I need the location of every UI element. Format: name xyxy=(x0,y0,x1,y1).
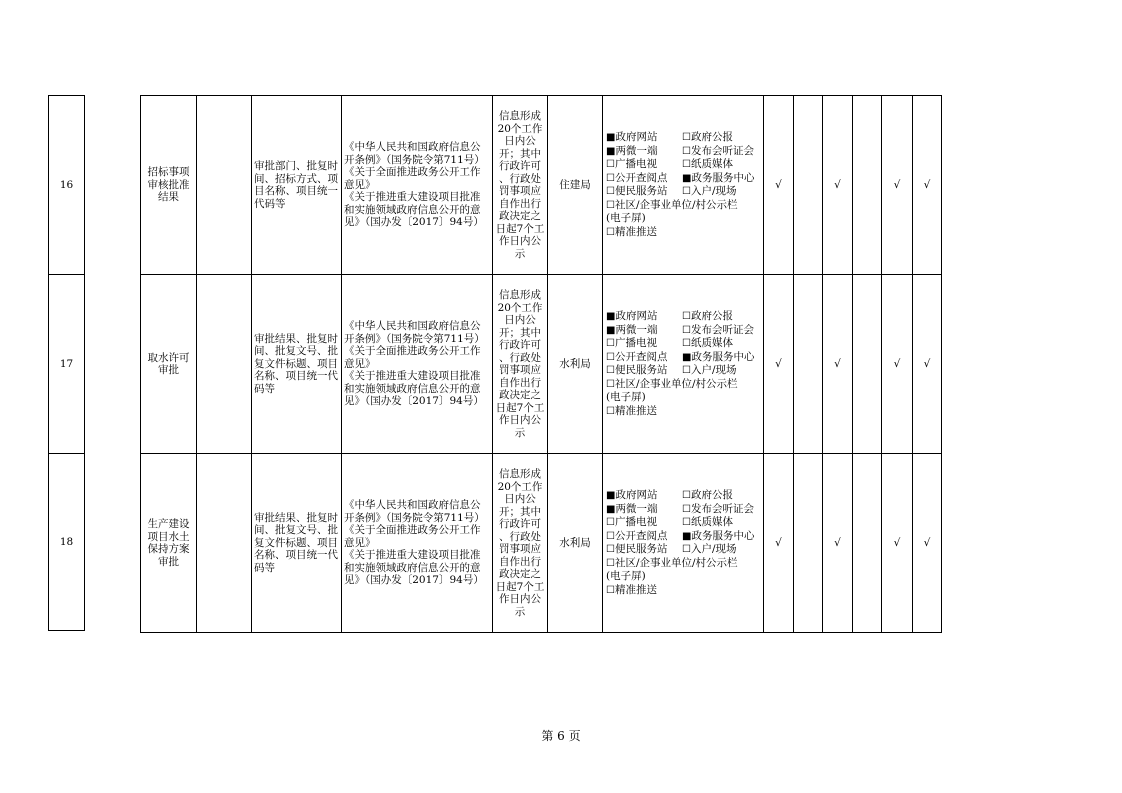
department-cell: 住建局 xyxy=(548,96,603,275)
channel-label: 政府公报 xyxy=(690,310,733,322)
channel-label: (电子屏) xyxy=(606,212,646,224)
unchecked-box-icon: ☐ xyxy=(606,199,615,211)
item-name-line: 审核批准 xyxy=(147,178,190,191)
unchecked-box-icon: ☐ xyxy=(682,490,691,501)
channel-option xyxy=(606,172,682,186)
deadline-line: 、行政处 xyxy=(499,530,541,543)
check-mark-cell xyxy=(853,96,882,275)
channel-option xyxy=(682,516,733,530)
unchecked-box-icon: ☐ xyxy=(682,324,691,336)
unchecked-box-icon: ☐ xyxy=(606,517,615,528)
channel-line xyxy=(606,503,763,517)
unchecked-box-icon: ☐ xyxy=(606,405,615,417)
channel-label: 政府网站 xyxy=(615,489,658,501)
checked-box-icon: ■ xyxy=(606,145,616,157)
unchecked-box-icon: ☐ xyxy=(606,186,615,197)
channel-option xyxy=(606,489,682,503)
basis-line: 《关于全面推进政务公开工作意见》 xyxy=(344,524,481,549)
deadline-line: 日起7个工 xyxy=(495,580,545,593)
unchecked-box-icon: ☐ xyxy=(682,338,691,349)
channel-option xyxy=(606,226,657,240)
channel-label: 精准推送 xyxy=(614,404,657,417)
channel-label: 两微一端 xyxy=(615,144,658,157)
channel-option xyxy=(606,584,657,598)
unchecked-box-icon: ☐ xyxy=(682,544,691,555)
check-mark-cell: √ xyxy=(913,275,942,454)
deadline-line: 示 xyxy=(514,605,526,618)
item-name-line: 审批 xyxy=(158,555,179,568)
channel-option xyxy=(606,131,682,145)
channel-line xyxy=(606,158,763,172)
deadline-line: 开；其中 xyxy=(499,505,541,518)
deadline-line: 、行政处 xyxy=(499,351,541,364)
disclosure-table xyxy=(140,95,942,633)
table-row xyxy=(141,275,942,454)
empty-cell xyxy=(197,454,252,633)
channel-line xyxy=(606,337,763,351)
channel-option xyxy=(682,145,754,159)
basis-cell xyxy=(342,275,493,454)
basis-line: 《中华人民共和国政府信息公开条例》（国务院令第711号） xyxy=(344,499,485,524)
channel-option xyxy=(606,543,682,557)
check-mark-cell: √ xyxy=(882,454,913,633)
channel-label: 精准推送 xyxy=(614,583,657,596)
channel-option xyxy=(682,503,754,517)
channel-label: 社区/企事业单位/村公示栏 xyxy=(614,556,738,569)
deadline-line: 20个工作 xyxy=(497,301,543,314)
channel-line xyxy=(606,584,763,598)
unchecked-box-icon: ☐ xyxy=(606,159,615,170)
department-cell: 水利局 xyxy=(548,275,603,454)
channel-line xyxy=(606,310,763,324)
basis-cell xyxy=(342,454,493,633)
channel-label: 社区/企事业单位/村公示栏 xyxy=(614,377,738,390)
channel-label: (电子屏) xyxy=(606,570,646,582)
channel-option xyxy=(682,337,733,351)
department-cell: 水利局 xyxy=(548,454,603,633)
basis-line: 《关于推进重大建设项目批准和实施领域政府信息公开的意见》（国办发〔2017〕94号） xyxy=(344,549,484,587)
check-mark-cell: √ xyxy=(823,275,853,454)
channel-label: 便民服务站 xyxy=(614,185,668,197)
page-number: 第 6 页 xyxy=(541,729,581,743)
check-mark-cell: √ xyxy=(764,275,794,454)
channels-cell xyxy=(603,275,764,454)
channel-line xyxy=(606,324,763,338)
checked-box-icon: ■ xyxy=(606,490,616,501)
channel-label: 便民服务站 xyxy=(614,364,668,376)
deadline-line: 自作出行 xyxy=(499,555,541,568)
deadline-line: 政决定之 xyxy=(499,568,541,580)
basis-line: 《关于推进重大建设项目批准和实施领域政府信息公开的意见》（国办发〔2017〕94号） xyxy=(344,370,484,408)
channel-option xyxy=(606,503,682,517)
channel-line xyxy=(606,378,763,392)
item-name-line: 审批 xyxy=(158,364,179,376)
checked-box-icon: ■ xyxy=(682,172,692,184)
channel-label: 纸质媒体 xyxy=(690,158,733,170)
unchecked-box-icon: ☐ xyxy=(606,557,615,569)
deadline-line: 20个工作 xyxy=(497,122,543,135)
item-name-cell xyxy=(141,96,197,275)
check-mark-cell xyxy=(794,96,823,275)
check-mark-cell: √ xyxy=(823,96,853,275)
channel-label: 发布会听证会 xyxy=(690,144,754,157)
channel-option xyxy=(682,185,737,199)
channel-line xyxy=(606,516,763,530)
channel-line xyxy=(606,489,763,503)
channel-label: 精准推送 xyxy=(614,225,657,238)
check-mark-cell: √ xyxy=(764,96,794,275)
channel-line xyxy=(606,364,763,378)
deadline-line: 日内公 xyxy=(504,314,536,326)
channel-option xyxy=(606,405,657,419)
channel-label: 纸质媒体 xyxy=(690,516,733,528)
content-cell: 审批结果、批复时间、批复文号、批复文件标题、项目名称、项目统一代码等 xyxy=(252,454,342,633)
channel-option xyxy=(606,145,682,159)
deadline-line: 信息形成 xyxy=(499,468,541,480)
channel-line xyxy=(606,557,763,571)
channel-label: 入户/现场 xyxy=(690,543,737,555)
channel-option xyxy=(606,516,682,530)
content-cell: 审批结果、批复时间、批复文号、批复文件标题、项目名称、项目统一代码等 xyxy=(252,275,342,454)
channel-label: (电子屏) xyxy=(606,391,646,403)
deadline-cell xyxy=(493,275,548,454)
deadline-line: 行政许可 xyxy=(499,339,541,351)
channel-label: 广播电视 xyxy=(614,337,657,349)
check-mark-cell: √ xyxy=(823,454,853,633)
channel-label: 政务服务中心 xyxy=(691,350,755,363)
channel-label: 入户/现场 xyxy=(690,185,737,197)
channel-label: 入户/现场 xyxy=(690,364,737,376)
row-number: 18 xyxy=(59,536,74,548)
channel-option xyxy=(606,310,682,324)
item-name-line: 取水许可 xyxy=(147,351,190,364)
channel-label: 政务服务中心 xyxy=(691,529,755,542)
deadline-line: 行政许可 xyxy=(499,518,541,530)
channel-line xyxy=(606,199,763,213)
basis-line: 《关于全面推进政务公开工作意见》 xyxy=(344,166,481,191)
unchecked-box-icon: ☐ xyxy=(606,226,615,238)
row-number: 16 xyxy=(59,179,74,191)
table-row xyxy=(141,96,942,275)
deadline-line: 日内公 xyxy=(504,135,536,147)
channel-option xyxy=(606,185,682,199)
deadline-line: 、行政处 xyxy=(499,172,541,185)
channel-option xyxy=(682,543,737,557)
channel-label: 两微一端 xyxy=(615,323,658,336)
channel-option xyxy=(606,351,682,365)
channel-line xyxy=(606,172,763,186)
channel-line xyxy=(606,570,763,584)
channel-option xyxy=(606,378,738,392)
unchecked-box-icon: ☐ xyxy=(682,132,691,143)
channel-label: 纸质媒体 xyxy=(690,337,733,349)
empty-cell xyxy=(197,96,252,275)
channel-option xyxy=(606,324,682,338)
table-row xyxy=(141,454,942,633)
basis-line: 《关于推进重大建设项目批准和实施领域政府信息公开的意见》（国办发〔2017〕94号） xyxy=(344,191,484,229)
deadline-cell xyxy=(493,454,548,633)
channel-option xyxy=(606,337,682,351)
unchecked-box-icon: ☐ xyxy=(606,351,615,363)
deadline-line: 罚事项应 xyxy=(499,543,541,555)
channel-option xyxy=(606,557,738,571)
channel-line xyxy=(606,131,763,145)
deadline-line: 作日内公 xyxy=(499,414,541,426)
channels-cell xyxy=(603,96,764,275)
unchecked-box-icon: ☐ xyxy=(606,530,615,542)
channel-label: 广播电视 xyxy=(614,158,657,170)
deadline-line: 20个工作 xyxy=(497,480,543,493)
channel-label: 便民服务站 xyxy=(614,543,668,555)
unchecked-box-icon: ☐ xyxy=(606,172,615,184)
channel-line xyxy=(606,405,763,419)
channel-option xyxy=(606,158,682,172)
checked-box-icon: ■ xyxy=(606,503,616,515)
channel-line xyxy=(606,391,763,405)
deadline-line: 日起7个工 xyxy=(495,401,545,414)
channel-line xyxy=(606,226,763,240)
deadline-line: 自作出行 xyxy=(499,197,541,210)
item-name-line: 结果 xyxy=(158,191,179,204)
channel-label: 政府公报 xyxy=(690,489,733,501)
channel-line xyxy=(606,145,763,159)
item-name-line: 项目水土 xyxy=(147,530,190,543)
check-mark-cell xyxy=(853,275,882,454)
channels-cell xyxy=(603,454,764,633)
unchecked-box-icon: ☐ xyxy=(606,378,615,390)
channel-line xyxy=(606,530,763,544)
check-mark-cell: √ xyxy=(913,454,942,633)
check-mark-cell: √ xyxy=(913,96,942,275)
item-name-line: 生产建设 xyxy=(147,518,190,530)
deadline-line: 政决定之 xyxy=(499,210,541,222)
basis-line: 《关于全面推进政务公开工作意见》 xyxy=(344,345,481,370)
empty-cell xyxy=(197,275,252,454)
deadline-line: 日内公 xyxy=(504,493,536,505)
channel-option xyxy=(682,489,733,503)
unchecked-box-icon: ☐ xyxy=(682,517,691,528)
unchecked-box-icon: ☐ xyxy=(606,544,615,555)
unchecked-box-icon: ☐ xyxy=(682,311,691,322)
check-mark-cell xyxy=(794,275,823,454)
channel-label: 政府公报 xyxy=(690,131,733,143)
deadline-line: 信息形成 xyxy=(499,110,541,122)
channel-line xyxy=(606,212,763,226)
deadline-line: 作日内公 xyxy=(499,235,541,247)
channel-option xyxy=(682,310,733,324)
basis-cell xyxy=(342,96,493,275)
check-mark-cell: √ xyxy=(764,454,794,633)
content-cell: 审批部门、批复时间、招标方式、项目名称、项目统一代码等 xyxy=(252,96,342,275)
channel-label: 广播电视 xyxy=(614,516,657,528)
channel-option xyxy=(682,158,733,172)
deadline-line: 开；其中 xyxy=(499,326,541,339)
channel-label: 发布会听证会 xyxy=(690,502,754,515)
deadline-line: 开；其中 xyxy=(499,147,541,160)
deadline-line: 罚事项应 xyxy=(499,364,541,376)
channel-line xyxy=(606,543,763,557)
item-name-cell xyxy=(141,454,197,633)
unchecked-box-icon: ☐ xyxy=(682,159,691,170)
deadline-line: 作日内公 xyxy=(499,593,541,605)
channel-option xyxy=(606,199,738,213)
unchecked-box-icon: ☐ xyxy=(682,186,691,197)
channel-label: 政府网站 xyxy=(615,310,658,322)
channel-label: 发布会听证会 xyxy=(690,323,754,336)
unchecked-box-icon: ☐ xyxy=(682,503,691,515)
deadline-line: 信息形成 xyxy=(499,289,541,301)
deadline-line: 示 xyxy=(514,426,526,439)
item-name-line: 招标事项 xyxy=(147,166,190,179)
item-name-line: 保持方案 xyxy=(147,543,190,555)
check-mark-cell: √ xyxy=(882,275,913,454)
checked-box-icon: ■ xyxy=(682,351,692,363)
deadline-line: 示 xyxy=(514,247,526,260)
channel-line xyxy=(606,351,763,365)
channel-option xyxy=(606,530,682,544)
unchecked-box-icon: ☐ xyxy=(682,145,691,157)
deadline-cell xyxy=(493,96,548,275)
channel-line xyxy=(606,185,763,199)
channel-option xyxy=(606,212,646,226)
channel-option xyxy=(682,364,737,378)
basis-line: 《中华人民共和国政府信息公开条例》（国务院令第711号） xyxy=(344,141,485,166)
deadline-line: 罚事项应 xyxy=(499,185,541,197)
channel-label: 公开查阅点 xyxy=(614,350,668,363)
unchecked-box-icon: ☐ xyxy=(606,365,615,376)
row-number: 17 xyxy=(59,358,74,370)
check-mark-cell xyxy=(853,454,882,633)
channel-label: 社区/企事业单位/村公示栏 xyxy=(614,198,738,211)
channel-label: 政务服务中心 xyxy=(691,171,755,184)
checked-box-icon: ■ xyxy=(606,324,616,336)
channel-label: 公开查阅点 xyxy=(614,171,668,184)
deadline-line: 政决定之 xyxy=(499,389,541,401)
channel-option xyxy=(682,530,754,544)
channel-option xyxy=(606,570,646,584)
checked-box-icon: ■ xyxy=(682,530,692,542)
sequence-column xyxy=(48,95,85,631)
channel-option xyxy=(682,351,754,365)
check-mark-cell xyxy=(794,454,823,633)
channel-option xyxy=(682,324,754,338)
check-mark-cell: √ xyxy=(882,96,913,275)
channel-label: 公开查阅点 xyxy=(614,529,668,542)
channel-label: 政府网站 xyxy=(615,131,658,143)
deadline-line: 行政许可 xyxy=(499,160,541,172)
channel-option xyxy=(682,172,754,186)
channel-option xyxy=(682,131,733,145)
channel-label: 两微一端 xyxy=(615,502,658,515)
deadline-line: 日起7个工 xyxy=(495,222,545,235)
deadline-line: 自作出行 xyxy=(499,376,541,389)
basis-line: 《中华人民共和国政府信息公开条例》（国务院令第711号） xyxy=(344,320,485,345)
checked-box-icon: ■ xyxy=(606,132,616,143)
unchecked-box-icon: ☐ xyxy=(606,584,615,596)
channel-option xyxy=(606,364,682,378)
unchecked-box-icon: ☐ xyxy=(606,338,615,349)
item-name-cell xyxy=(141,275,197,454)
checked-box-icon: ■ xyxy=(606,311,616,322)
channel-option xyxy=(606,391,646,405)
unchecked-box-icon: ☐ xyxy=(682,365,691,376)
